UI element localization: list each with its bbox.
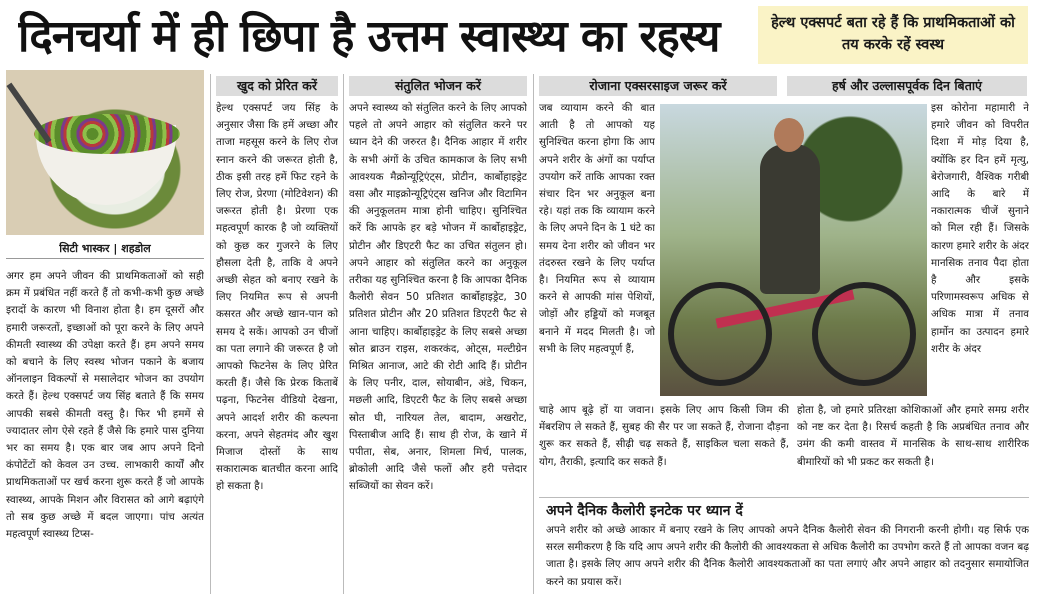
deck: हेल्थ एक्सपर्ट बता रहे हैं कि प्राथमिकताओं को तय करके रहें स्वस्थ: [758, 6, 1028, 64]
exercise-text-bottom: चाहे आप बूढ़े हों या जवान। इसके लिए आप किसी जिम की मेंबरशिप ले सकते हैं, सुबह की सैर पर जा सकते हैं, रोजाना दौड़ना शुरू कर सकते हैं, सीढ़ी चढ़ सकते हैं, साइकिल चला सकते हैं, योग, तैराकी, इत्यादि कर सकते हैं।: [539, 404, 789, 468]
subhead-exercise: रोजाना एक्सरसाइज जरूर करें: [539, 76, 777, 96]
column-divider: [210, 74, 211, 594]
joyful-day-text-bottom: होता है, जो हमारे प्रतिरक्षा कोशिकाओं और हमारे समग्र शरीर को नष्ट कर देता है। रिसर्च कहती है कि अप्रबंधित तनाव और उमंग की कमी वास्तव में मानसिक के साथ-साथ शारीरिक बीमारियों को भी प्रकट कर सकती है।: [797, 404, 1029, 468]
intro-text: अगर हम अपने जीवन की प्राथमिकताओं को सही क्रम में प्रबंधित नहीं करते हैं तो कभी-कभी कुछ अच्छे इरादों के कारण भी विनाश होता है। हम दूसरों और हमारी जरूरतों, इच्छाओं को पूरा करने के लिए अपने कीमती स्वास्थ्य की उपेक्षा करते हैं। हम अपने समय को बचाने के लिए स्वस्थ भोजन पकाने के बजाय ऑनलाइन विकल्पों से मसालेदार भोजन का उपयोग करते हैं। हेल्थ एक्सपर्ट जय सिंह बताते हैं कि समय आपकी सबसे कीमती वस्तु है। फिर भी हममें से ज्यादातर लोग ऐसे रहते हैं जैसे कि हमारे पास दुनिया भर का समय है। एक बार जब आप अपने दिनो कंपोटेंटों को केवल उन उच्च. लाभकारी कार्यों और प्राथमिकताओं पर खर्च करना शुरू करते हैं जो आपके स्वास्थ्य, आपके मिशन और विरासत को आगे बढ़ाएंगे तो सब कुछ अच्छे में बदल जाएगा। पांच अत्यंत महत्वपूर्ण स्वास्थ्य टिप्स-: [6, 270, 204, 541]
calorie-box-text: अपने शरीर को अच्छे आकार में बनाए रखने के लिए आपको अपने दैनिक कैलोरी सेवन की निगरानी करनी होगी। यह सिर्फ एक सरल समीकरण है कि यदि आप अपने शरीर की कैलोरी की आवश्यकता से अधिक कैलोरी का उपभोग करते हैं तो आपका वजन बढ़ जाता है। इसके लिए आप अपने शरीर की दैनिक कैलोरी आवश्यकताओं का पता लगाएं और अपने आहार को तदनुसार समायोजित करने का प्रयास करें।: [546, 524, 1029, 588]
subhead-balanced-diet: संतुलित भोजन करें: [349, 76, 527, 96]
headline: दिनचर्या में ही छिपा है उत्तम स्वास्थ्य का रहस्य: [18, 11, 720, 62]
column-divider: [533, 74, 534, 594]
box-divider: [539, 497, 1029, 498]
exercise-text-top: जब व्यायाम करने की बात आती है तो आपको यह सुनिश्चित करना होगा कि आप अपने शरीर के अंगों का पर्याप्त उपयोग करें ताकि आपका रक्त संचार दिन भर अनुकूल बना रहे। यहां तक कि व्यायाम करने के लिए अपने दिन के 1 घंटे का समय देना शरीर को जीवन भर तंदरुस्त रखने के लिए पर्याप्त है। नियमित रूप से व्यायाम करने से आपकी मांस पेशियों, जोड़ों और हड्डियों को मजबूत बनाने में मदद मिलती है। जो सभी के लिए महत्वपूर्ण हैं,: [539, 102, 655, 355]
motivate-text: हेल्थ एक्सपर्ट जय सिंह के अनुसार जैसा कि हमें अच्छा और ताजा महसूस करने के लिए रोज स्नान करने की जरूरत होती है, ठीक इसी तरह हमें फिट रहने के लिए रोज, प्रेरणा (मोटिवेशन) की जरूरत होती है। प्रेरणा एक महत्वपूर्ण कारक है जो व्यक्तियों को कुछ कर गुजरने के लिए हौसला देती है, ताकि वे अपने अच्छी सेहत को बनाए रखने के लिए नियमित रूप से अपनी कसरत और अच्छे खान-पान को समय दे सकें। आपको उन चीजों का पता लगाने की जरूरत है जो आपको फिटनेस के लिए प्रेरित करती हैं। जैसे कि प्रेरक किताबें पढ़ना, फिटनेस वीडियो देखना, अपने आदर्श शरीर की कल्पना करना, अपने सेहतमंद और खुश मिजाज दोस्तों के साथ सकारात्मक बातचीत करना आदि हो सकता है।: [216, 102, 338, 493]
calorie-box-title: अपने दैनिक कैलोरी इनटेक पर ध्यान दें: [546, 503, 743, 519]
subhead-motivate: खुद को प्रेरित करें: [216, 76, 338, 96]
cyclist-photo: [660, 104, 927, 396]
balanced-diet-text: अपने स्वास्थ्य को संतुलित करने के लिए आपको पहले तो अपने आहार को संतुलित करने पर ध्यान देने की जरुरत है। दैनिक आहार में शरीर के सभी अंगों के उचित कामकाज के लिए सभी आवश्यक मैक्रोन्यूट्रिएंट्स, प्रोटीन, कार्बोहाइड्रेट वसा और माइक्रोन्यूट्रिएंट्स खनिज और विटामिन की अनुकूलतम मात्रा होनी चाहिए। सुनिश्चित करें कि आपके हर बड़े भोजन में कार्बोहाइड्रेट, प्रोटीन और डिएटरी फैट का उचित संतुलन हो। अपने आहार को संतुलित करने का अनुकूल तरीका यह सुनिश्चित करना है कि आपका दैनिक कैलोरी सेवन 50 प्रतिशत कार्बोहाइड्रेट, 30 प्रतिशत प्रोटीन और 20 प्रतिशत डिएटरी फैट से आना चाहिए। कार्बोहाइड्रेट के लिए सबसे अच्छा स्रोत ब्राउन राइस, शकरकंद, ओट्स, मल्टीग्रेन मिश्रित आनाज, आटे की रोटी आदि हैं। प्रोटीन के लिए पनीर, दाल, सोयाबीन, अंडे, चिकन, मछली आदि, डिएटरी फैट के लिए सबसे अच्छा स्रोत घी, नारियल तेल, बादाम, अखरोट, पिस्ताबीज आदि हैं। साथ ही रोज, के खाने में पपीता, सेब, अनार, शिमला मिर्च, पालक, ब्रोकोली आदि जैसे फलों और हरी पत्तेदार सब्जियों का सेवन करें।: [349, 102, 527, 493]
photo-credit: सिटी भास्कर | शहडोल: [6, 240, 204, 259]
salad-photo: [6, 70, 204, 235]
column-divider: [343, 74, 344, 594]
subhead-joyful-day: हर्ष और उल्लासपूर्वक दिन बिताएं: [787, 76, 1027, 96]
joyful-day-text-top: इस कोरोना महामारी ने हमारे जीवन को विपरीत दिशा में मोड़ दिया है, क्योंकि हर दिन हमें मृत्यु, बेरोजगारी, वैश्विक गरीबी आदि के बारे में नकारात्मक चीजें सुनाने को मिल रही हैं। जिसके कारण हमारे शरीर के अंदर मानसिक तनाव पैदा होता है और इसके परिणामस्वरूप अधिक से अधिक मात्रा में तनाव हार्मोन का उत्पादन हमारे शरीर के अंदर: [931, 102, 1029, 355]
